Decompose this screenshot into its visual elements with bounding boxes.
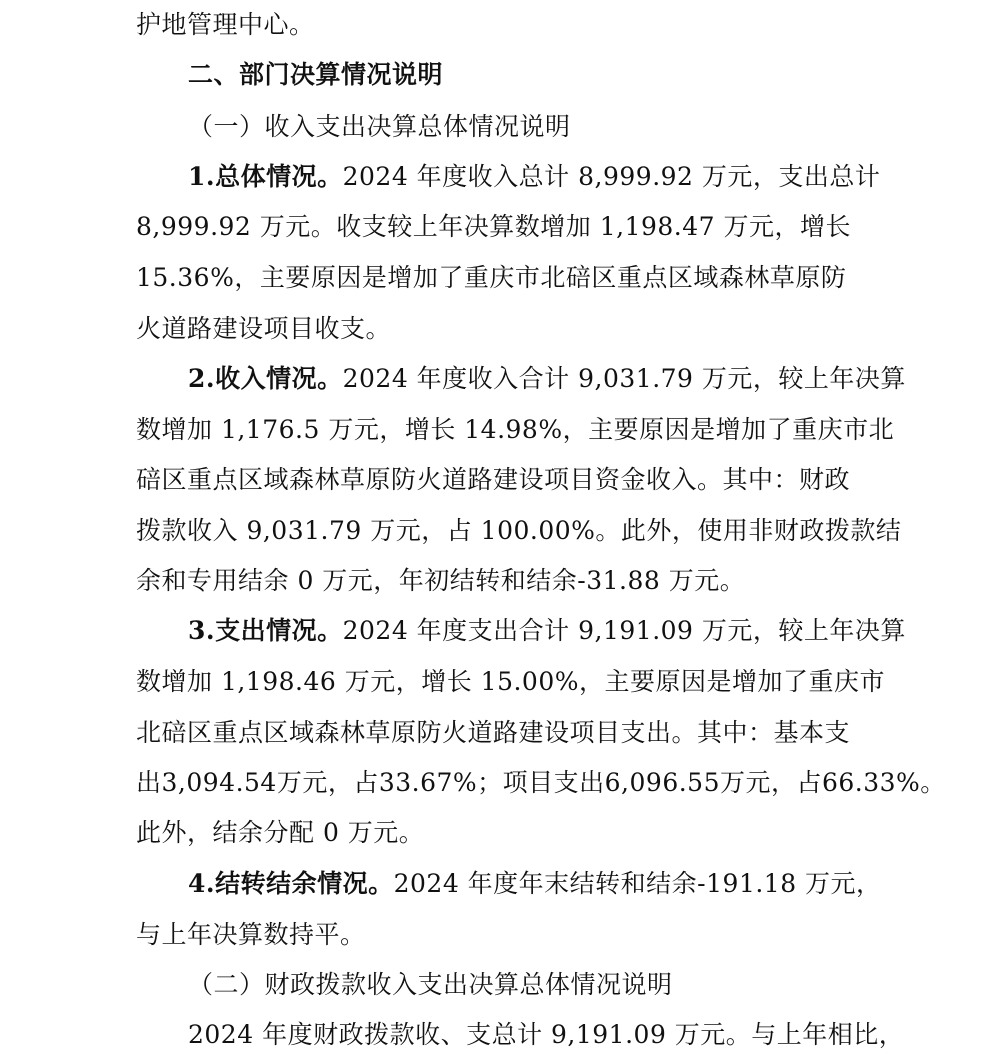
income-text-2: 数增加 1,176.5 万元，增长 14.98%，主要原因是增加了重庆市北 bbox=[136, 415, 895, 444]
subsection-1-title: （一）收入支出决算总体情况说明 bbox=[188, 112, 571, 141]
income-text-5: 余和专用结余 0 万元，年初结转和结余-31.88 万元。 bbox=[136, 566, 746, 595]
carryover-text-2: 与上年决算数持平。 bbox=[136, 920, 366, 949]
income-title: 2.收入情况。 bbox=[188, 364, 343, 393]
expenditure-text-1: 2024 年度支出合计 9,191.09 万元，较上年决算 bbox=[342, 616, 906, 645]
expenditure-text-2: 数增加 1,198.46 万元，增长 15.00%，主要原因是增加了重庆市 bbox=[136, 667, 885, 696]
overall-paragraph-line-1 bbox=[188, 160, 880, 194]
section-title: 二、部门决算情况说明 bbox=[188, 60, 444, 89]
continued-text: 护地管理中心。 bbox=[136, 10, 315, 39]
income-text-3: 碚区重点区域森林草原防火道路建设项目资金收入。其中：财政 bbox=[136, 465, 851, 494]
overall-title: 1.总体情况。 bbox=[188, 162, 343, 191]
carryover-paragraph-line-1 bbox=[188, 867, 882, 901]
expenditure-title: 3.支出情况。 bbox=[188, 616, 343, 645]
income-text-4: 拨款收入 9,031.79 万元，占 100.00%。此外，使用非财政拨款结 bbox=[136, 516, 902, 545]
expenditure-text-4: 出3,094.54万元，占33.67%；项目支出6,096.55万元，占66.33%。 bbox=[136, 768, 946, 797]
overall-text-2: 8,999.92 万元。收支较上年决算数增加 1,198.47 万元，增长 bbox=[136, 212, 851, 241]
subsection-2-title: （二）财政拨款收入支出决算总体情况说明 bbox=[188, 970, 673, 999]
carryover-title: 4.结转结余情况。 bbox=[188, 869, 394, 898]
overall-text-1: 2024 年度收入总计 8,999.92 万元，支出总计 bbox=[342, 162, 881, 191]
expenditure-text-3: 北碚区重点区域森林草原防火道路建设项目支出。其中：基本支 bbox=[136, 718, 851, 747]
fiscal-text-1: 2024 年度财政拨款收、支总计 9,191.09 万元。与上年相比， bbox=[188, 1020, 905, 1049]
expenditure-paragraph-line-1 bbox=[188, 614, 906, 648]
carryover-text-1: 2024 年度年末结转和结余-191.18 万元， bbox=[393, 869, 882, 898]
income-paragraph-line-1 bbox=[188, 362, 906, 396]
expenditure-text-5: 此外，结余分配 0 万元。 bbox=[136, 818, 425, 847]
overall-text-4: 火道路建设项目收支。 bbox=[136, 314, 392, 343]
income-text-1: 2024 年度收入合计 9,031.79 万元，较上年决算 bbox=[342, 364, 906, 393]
overall-text-3: 15.36%，主要原因是增加了重庆市北碚区重点区域森林草原防 bbox=[136, 263, 847, 292]
